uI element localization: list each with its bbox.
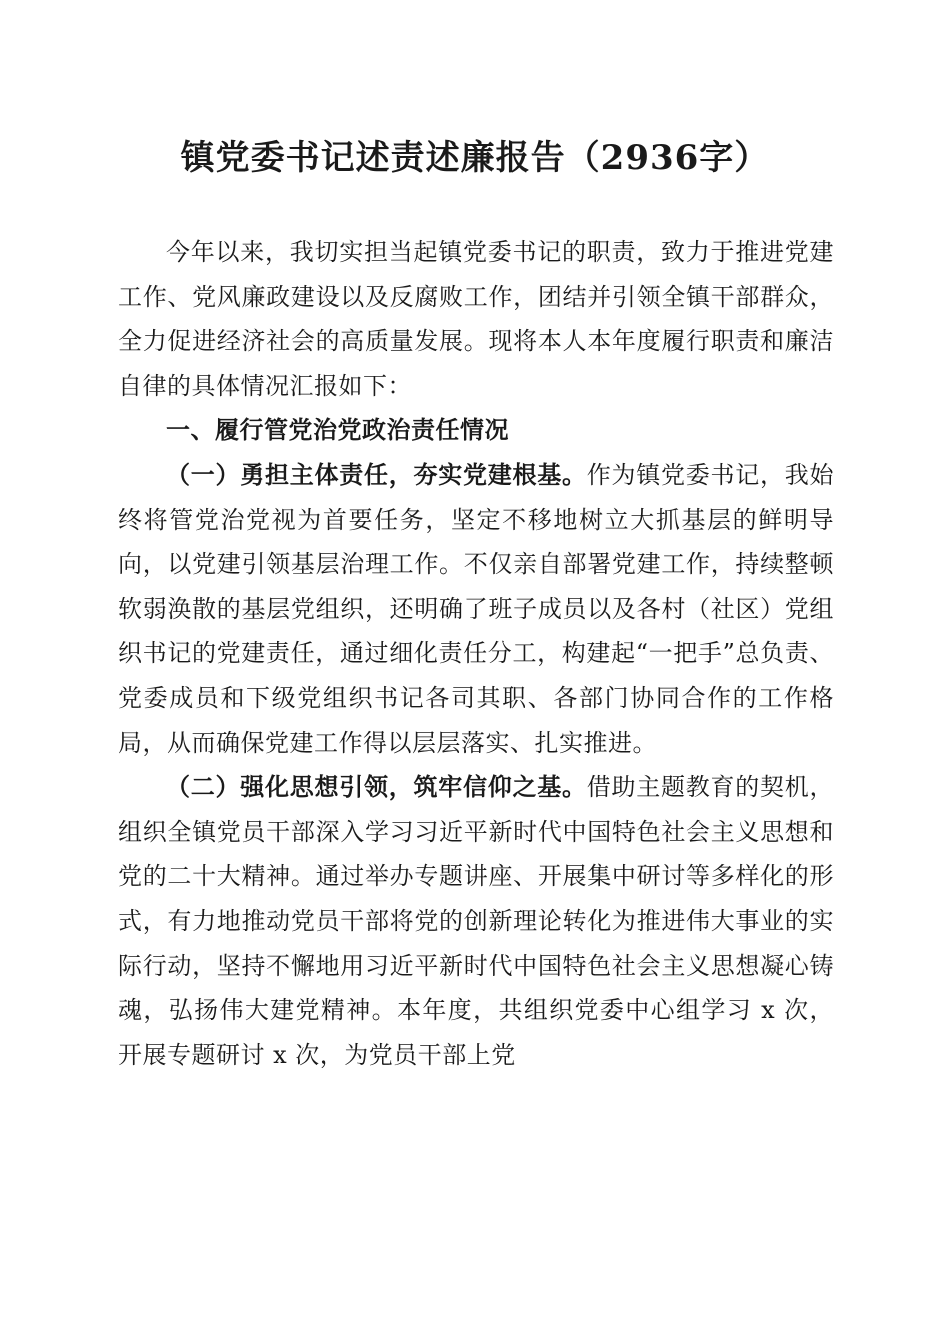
document-title: 镇党委书记述责述廉报告（2936字） [180,138,770,178]
document-body [118,230,834,1077]
intro-paragraph: 今年以来，我切实担当起镇党委书记的职责，致力于推进党建工作、党风廉政建设以及反腐败工作，团结并引领全镇干部群众，全力促进经济社会的高质量发展。现将本人本年度履行职责和廉洁自律的具体情况汇报如下： [118,238,834,400]
paragraph-2-text: 借助主题教育的契机，组织全镇党员干部深入学习习近平新时代中国特色社会主义思想和党的二十大精神。通过举办专题讲座、开展集中研讨等多样化的形式，有力地推动党员干部将党的创新理论转化为推进伟大事业的实际行动，坚持不懈地用习近平新时代中国特色社会主义思想凝心铸魂，弘扬伟大建党精神。本年度，共组织党委中心组学习 x 次，开展专题研讨 x 次，为党员干部上党 [118,773,834,1069]
paragraph-1 [118,453,834,765]
section-heading: 一、履行管党治党政治责任情况 [166,416,509,445]
paragraph-1-lead: （一）勇担主体责任，夯实党建根基。 [166,459,587,489]
paragraph-2 [118,765,834,1077]
paragraph-1-text: 作为镇党委书记，我始终将管党治党视为首要任务，坚定不移地树立大抓基层的鲜明导向，以党建引领基层治理工作。不仅亲自部署党建工作，持续整顿软弱涣散的基层党组织，还明确了班子成员以及各村（社区）党组织书记的党建责任，通过细化责任分工，构建起“一把手”总负责、党委成员和下级党组织书记各司其职、各部门协同合作的工作格局，从而确保党建工作得以层层落实、扎实推进。 [118,460,834,757]
paragraph-2-lead: （二）强化思想引领，筑牢信仰之基。 [166,772,587,802]
